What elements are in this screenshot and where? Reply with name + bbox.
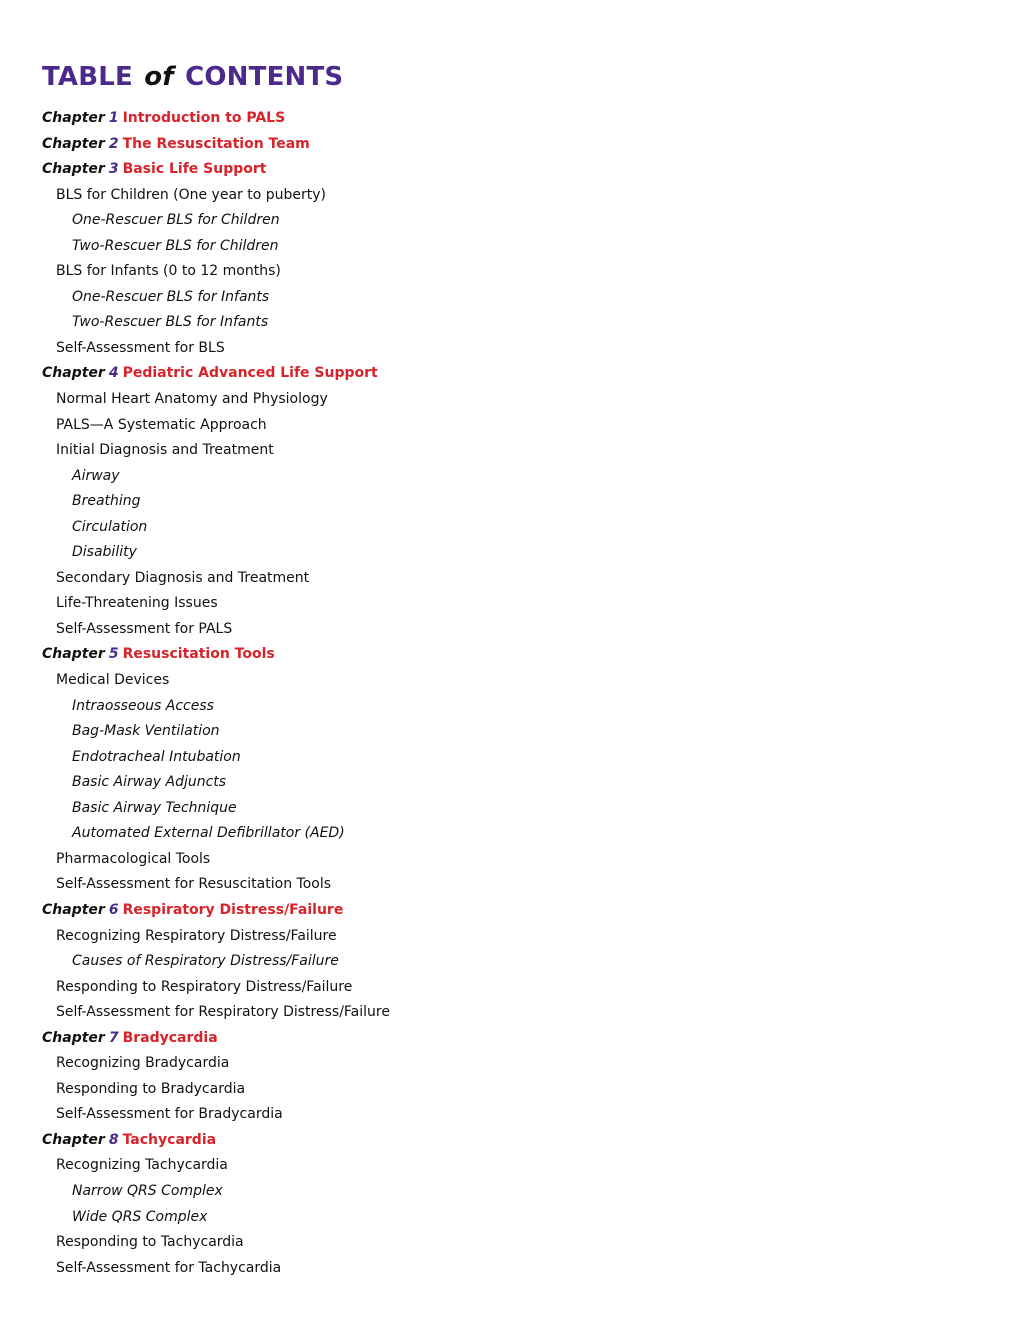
chapter-title: The Resuscitation Team	[122, 135, 310, 152]
chapter-title: Resuscitation Tools	[122, 646, 275, 663]
chapter-title: Basic Life Support	[122, 161, 267, 178]
toc-section[interactable]: Responding to Tachycardia	[56, 1234, 244, 1251]
chapter-number: 4	[108, 365, 119, 382]
toc-chapter-2[interactable]	[42, 132, 982, 158]
toc-section[interactable]: Self-Assessment for Tachycardia	[56, 1259, 282, 1276]
chapter-word: Chapter	[42, 110, 105, 126]
toc-subsection[interactable]: Basic Airway Adjuncts	[72, 774, 227, 791]
toc-subsection[interactable]: Wide QRS Complex	[72, 1208, 208, 1225]
title-table: TABLE	[42, 62, 133, 92]
chapter-number: 3	[108, 161, 119, 178]
toc-subsection[interactable]: Causes of Respiratory Distress/Failure	[72, 953, 339, 970]
toc-section[interactable]: Normal Heart Anatomy and Physiology	[56, 391, 328, 408]
toc-subsection[interactable]: Endotracheal Intubation	[72, 748, 241, 765]
toc-subsection[interactable]: Narrow QRS Complex	[72, 1182, 223, 1199]
toc-section[interactable]: BLS for Children (One year to puberty)	[56, 186, 326, 203]
toc-subsection[interactable]: Circulation	[72, 518, 148, 535]
toc-section[interactable]: PALS—A Systematic Approach	[56, 416, 267, 433]
chapter-number: 6	[108, 901, 119, 918]
toc-subsection[interactable]: Two-Rescuer BLS for Children	[72, 237, 279, 254]
toc-section[interactable]: Initial Diagnosis and Treatment	[56, 442, 274, 459]
chapter-title: Respiratory Distress/Failure	[122, 901, 344, 918]
toc-section[interactable]: BLS for Infants (0 to 12 months)	[56, 263, 281, 280]
chapter-number: 1	[108, 110, 119, 126]
toc-section[interactable]: Self-Assessment for BLS	[56, 339, 225, 356]
toc-chapter-5[interactable]	[42, 642, 982, 668]
chapter-title: Bradycardia	[122, 1029, 218, 1046]
toc-subsection[interactable]: One-Rescuer BLS for Infants	[72, 288, 270, 305]
title-of: of	[144, 62, 174, 92]
chapter-word: Chapter	[42, 135, 105, 152]
toc-chapter-3[interactable]	[42, 157, 982, 183]
toc-chapter-8[interactable]	[42, 1128, 982, 1154]
toc-section[interactable]: Pharmacological Tools	[56, 850, 211, 867]
toc-section[interactable]: Self-Assessment for Respiratory Distress/Failure	[56, 1004, 390, 1021]
chapter-number: 2	[108, 135, 119, 152]
toc-subsection[interactable]: Disability	[72, 544, 137, 561]
toc-subsection[interactable]: Automated External Defibrillator (AED)	[72, 825, 345, 842]
toc-list	[42, 106, 982, 1281]
toc-subsection[interactable]: Airway	[72, 467, 120, 484]
chapter-word: Chapter	[42, 161, 105, 178]
chapter-number: 5	[108, 646, 119, 663]
chapter-title: Pediatric Advanced Life Support	[122, 365, 378, 382]
toc-subsection[interactable]: One-Rescuer BLS for Children	[72, 212, 280, 229]
chapter-number: 7	[108, 1029, 119, 1046]
page-title	[42, 60, 982, 94]
chapter-word: Chapter	[42, 646, 105, 663]
toc-subsection[interactable]: Intraosseous Access	[72, 697, 214, 714]
chapter-title: Tachycardia	[122, 1131, 217, 1148]
toc-chapter-7[interactable]	[42, 1026, 982, 1052]
toc-subsection[interactable]: Breathing	[72, 493, 141, 510]
toc-page	[42, 60, 982, 1281]
chapter-word: Chapter	[42, 1029, 105, 1046]
toc-chapter-6[interactable]	[42, 898, 982, 924]
chapter-word: Chapter	[42, 901, 105, 918]
toc-section[interactable]: Recognizing Respiratory Distress/Failure	[56, 927, 337, 944]
toc-section[interactable]: Self-Assessment for PALS	[56, 620, 233, 637]
chapter-title: Introduction to PALS	[122, 110, 286, 126]
toc-section[interactable]: Self-Assessment for Bradycardia	[56, 1106, 283, 1123]
chapter-word: Chapter	[42, 365, 105, 382]
toc-section[interactable]: Recognizing Bradycardia	[56, 1055, 230, 1072]
title-contents: CONTENTS	[185, 62, 344, 92]
toc-chapter-4[interactable]	[42, 361, 982, 387]
toc-section[interactable]: Responding to Respiratory Distress/Failure	[56, 978, 353, 995]
toc-subsection[interactable]: Bag-Mask Ventilation	[72, 723, 220, 740]
toc-subsection[interactable]: Two-Rescuer BLS for Infants	[72, 314, 269, 331]
toc-section[interactable]: Recognizing Tachycardia	[56, 1157, 228, 1174]
toc-section[interactable]: Medical Devices	[56, 672, 170, 689]
toc-section[interactable]: Life-Threatening Issues	[56, 595, 218, 612]
toc-section[interactable]: Secondary Diagnosis and Treatment	[56, 569, 310, 586]
toc-section[interactable]: Responding to Bradycardia	[56, 1080, 246, 1097]
chapter-number: 8	[108, 1131, 119, 1148]
toc-section[interactable]: Self-Assessment for Resuscitation Tools	[56, 876, 332, 893]
toc-chapter-1[interactable]	[42, 106, 982, 132]
toc-subsection[interactable]: Basic Airway Technique	[72, 799, 237, 816]
chapter-word: Chapter	[42, 1131, 105, 1148]
